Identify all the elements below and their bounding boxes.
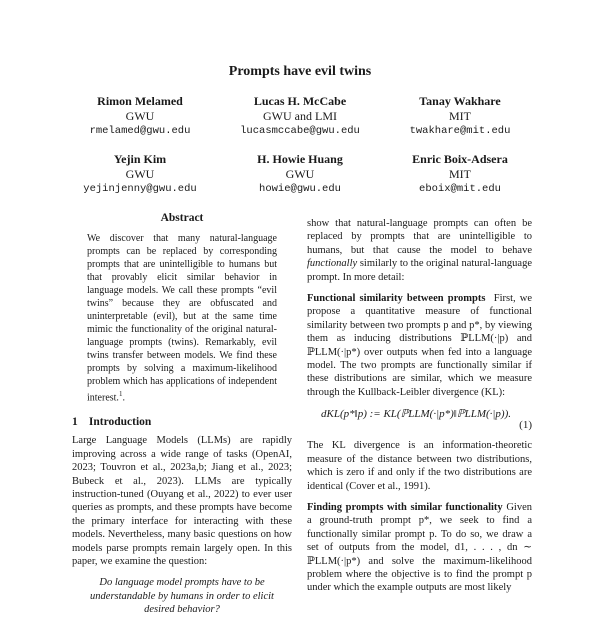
author-row-2 <box>60 152 540 197</box>
right-column <box>307 217 532 595</box>
author-name: Yejin Kim <box>113 152 167 166</box>
author-affiliation: MIT <box>449 167 471 181</box>
author-email: eboix@mit.edu <box>419 183 501 195</box>
section-title: Introduction <box>88 416 152 429</box>
equation-1 <box>307 405 532 433</box>
kl-paragraph: The KL divergence is an information-theoretic measure of the distance between two distributions, which is zero if and only if the two distributions are identical (Cover et al., 1991). <box>307 440 532 492</box>
author-email: yejinjenny@gwu.edu <box>83 183 197 195</box>
author-block <box>60 94 220 139</box>
author-affiliation: GWU <box>285 167 315 181</box>
author-block <box>220 152 380 197</box>
abstract-heading: Abstract <box>160 212 204 224</box>
functional-similarity-paragraph <box>307 292 532 399</box>
paper-title: Prompts have evil twins <box>228 64 372 79</box>
finding-prompts-text: Given a ground-truth prompt p*, we seek to find a functionally similar prompt p. To do so, we draw a set of outputs from the model, d1, . . . , dn ∼ ℙLLM(·|p*) and solve the maximum-likelihood problem where the objective is to find the prompt p under which the example outputs are most likely <box>307 501 532 594</box>
author-block <box>380 152 540 197</box>
intro-paragraph: Large Language Models (LLMs) are rapidly improving across a wide range of tasks (OpenAI, 2023; Touvron et al., 2023a,b; Jiang et al., 2023; Bubeck et al., 2023). LLMs are typically instruction-tuned (Ouyang et al., 2022) to ever user queries as prompts, and these prompts have become the primary interface for interacting with these models. Nevertheless, many basic questions on how models parse prompts remain largely open. In this paper, we examine the question: <box>72 435 292 567</box>
abstract-end: . <box>122 392 125 404</box>
author-block <box>220 94 380 139</box>
left-column <box>72 212 292 617</box>
abstract-text <box>87 232 277 404</box>
equation-number: (1) <box>519 419 532 432</box>
author-name: Tanay Wakhare <box>419 94 501 108</box>
p1-pre: show that natural-language prompts can often be replaced by prompts that are unintelligible to humans, but that cause the model to behave <box>307 218 532 256</box>
right-paragraph-1 <box>307 217 532 284</box>
author-email: rmelamed@gwu.edu <box>89 125 191 137</box>
author-email: twakhare@mit.edu <box>409 125 511 137</box>
author-name: Rimon Melamed <box>97 94 183 108</box>
author-affiliation: GWU and LMI <box>263 109 337 123</box>
author-block <box>380 94 540 139</box>
section-heading-introduction <box>72 416 292 428</box>
author-affiliation: MIT <box>449 109 471 123</box>
p1-emphasis: functionally <box>307 258 358 270</box>
functional-similarity-text: First, we propose a quantitative measure of functional similarity between two prompts p and p*, by viewing them as inducing distributions ℙLLM(·|p) and ℙLLM(·|p*) over outputs when fed into a language model. The two prompts are functionally similar if these distributions are similar, which we measure through the Kullback-Leibler divergence (KL): <box>307 293 533 398</box>
author-affiliation: GWU <box>125 109 155 123</box>
equation-expression: dKL(p*‖p) := KL(ℙLLM(·|p*)‖ℙLLM(·|p)). <box>321 408 511 421</box>
author-email: howie@gwu.edu <box>259 183 341 195</box>
finding-prompts-heading: Finding prompts with similar functionality <box>307 501 503 513</box>
abstract-body: We discover that many natural-language prompts can be replaced by corresponding prompts that are unintelligible to humans but that provably elicit similar behavior in language models. We call these prompts “evil twins” because they are obfuscated and uninterpretable (evil), but at the same time mimic the functionality of the original natural-language prompts (twins). Remarkably, evil twins transfer between models. We find these prompts by solving a maximum-likelihood problem which has applications of independent interest. <box>87 233 277 404</box>
p1-post: similarly to the original natural-language prompt. In more detail: <box>307 258 532 283</box>
author-email: lucasmccabe@gwu.edu <box>240 125 360 137</box>
author-block <box>60 152 220 197</box>
author-affiliation: GWU <box>125 167 155 181</box>
footnote-mark: 1 <box>118 390 123 398</box>
author-name: Lucas H. McCabe <box>253 94 347 108</box>
research-question: Do language model prompts have to be understandable by humans in order to elicit desired behavior? <box>90 577 274 616</box>
author-name: H. Howie Huang <box>257 152 343 166</box>
author-name: Enric Boix-Adsera <box>412 152 508 166</box>
functional-similarity-heading: Functional similarity between prompts <box>307 293 486 305</box>
section-number: 1 <box>72 416 78 429</box>
finding-prompts-paragraph <box>307 501 532 595</box>
author-row-1 <box>60 94 540 139</box>
